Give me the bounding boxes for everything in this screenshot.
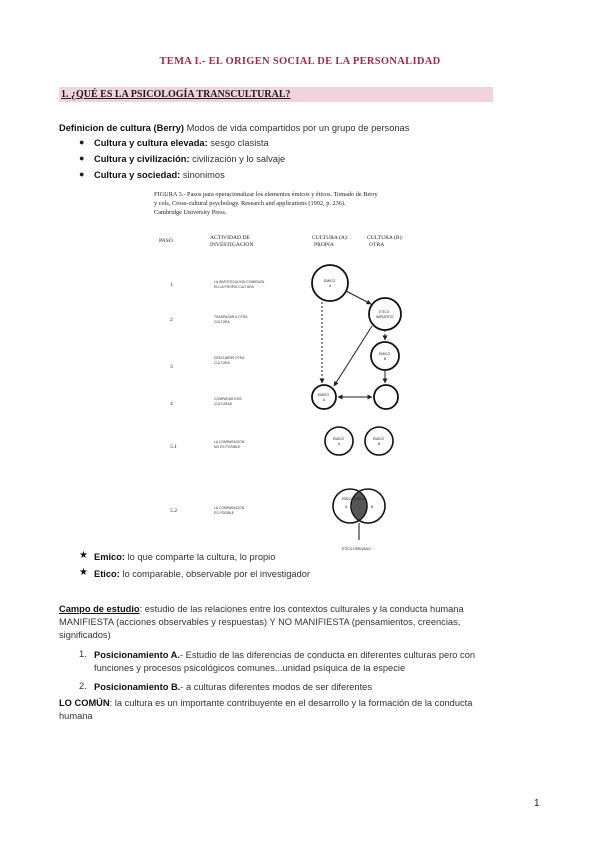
node-label: A — [329, 284, 332, 288]
numbered-term: Posicionamiento B. — [94, 682, 181, 692]
bullet-icon: ● — [79, 169, 85, 179]
emico-a-node — [312, 265, 348, 301]
arrow — [334, 326, 372, 386]
campo-line: : estudio de las relaciones entre los contextos culturales y la conducta humana — [139, 604, 464, 614]
page-title: TEMA I.- EL ORIGEN SOCIAL DE LA PERSONALIDAD — [159, 56, 441, 67]
page-number: 1 — [534, 798, 540, 809]
campo-line: MANIFIESTA (acciones observables y respuestas) Y NO MANIFIESTA (pensamientos, creencias, — [59, 617, 461, 627]
figure-column-actividad: ACTIVIDAD DE — [210, 235, 250, 241]
node-label: EMICO — [333, 437, 345, 441]
figure-step-activity: CULTURA — [214, 361, 230, 365]
step51-emico-b-node — [365, 427, 393, 455]
figure-caption: y cols, Cross-cultural psychology. Research and applications (1992, p. 236). — [154, 200, 346, 207]
bullet-term: Cultura y civilización: — [94, 154, 190, 164]
list-number: 1. — [79, 649, 87, 659]
figure-step-activity: DESCUBRIR OTRA — [214, 356, 245, 360]
figure-step-activity: TRASPASAR A OTRA — [214, 315, 248, 319]
figure-step-number: 5.1 — [170, 444, 177, 450]
node-label: EMICO — [373, 437, 385, 441]
star-text: lo que comparte la cultura, lo propio — [127, 552, 276, 562]
emic-etic-figure — [148, 186, 420, 556]
node-label: B — [378, 442, 381, 446]
star-text: lo comparable, observable por el investigador — [122, 569, 311, 579]
bullet-term: Cultura y sociedad: — [94, 170, 181, 180]
node-label: EMICO — [318, 393, 330, 397]
figure-step-number: 3 — [170, 364, 173, 370]
node-label: A — [323, 398, 326, 402]
etico-impuesto-node — [369, 298, 401, 330]
figure-caption: Cambridge University Press. — [154, 209, 227, 216]
list-item — [94, 551, 275, 564]
campo-paragraph — [59, 603, 539, 642]
figure-step-number: 5.2 — [170, 508, 177, 514]
node-label: B — [384, 357, 387, 361]
node-label: EMICO — [324, 279, 336, 283]
list-number: 2. — [79, 681, 87, 691]
node-label: IMPUESTO — [376, 315, 394, 319]
definition-text: Modos de vida compartidos por un grupo de personas — [186, 123, 410, 133]
node-label: B — [371, 505, 374, 509]
figure-step-activity: COMPARAR DOS — [214, 397, 242, 401]
bullet-text: sinonimos — [182, 170, 225, 180]
step51-emico-a-node — [325, 427, 353, 455]
figure-caption: FIGURA 3.- Pasos para operacionalizar los elementos émicos y éticos. Tomado de Berry — [154, 191, 378, 198]
comun-text: humana — [59, 711, 93, 721]
figure-column-paso: PASO — [159, 238, 173, 244]
list-item — [94, 649, 534, 675]
list-item — [94, 568, 310, 581]
arrow — [346, 291, 371, 304]
list-item — [94, 137, 269, 150]
list-item — [94, 153, 285, 166]
definition-term: Definicion de cultura (Berry) — [59, 123, 185, 133]
bullet-text: civilización y lo salvaje — [192, 154, 286, 164]
comun-paragraph — [59, 697, 539, 723]
figure-step-activity: EN LA PROPIA CULTURA — [214, 285, 254, 289]
figure-column-actividad: INVESTIGACION — [210, 242, 254, 248]
figure-step-activity: LA COMPARACION — [214, 440, 245, 444]
bullet-icon: ● — [79, 153, 85, 163]
figure-step-activity: CULTURAS — [214, 402, 233, 406]
star-term: Emico: — [94, 552, 125, 562]
numbered-term: Posicionamiento A. — [94, 650, 180, 660]
list-item — [94, 169, 225, 182]
numbered-text: funciones y procesos psicológicos comunes...unidad psíquica de la especie — [94, 663, 406, 673]
step4-emico-a-node — [312, 385, 336, 409]
node-label: EMICO — [379, 352, 391, 356]
node-label: EMICO EMICO — [342, 497, 366, 501]
comun-term: LO COMÚN — [59, 698, 110, 708]
numbered-text: - Estudio de las diferencias de conducta en diferentes culturas pero con — [179, 650, 476, 660]
figure-step-activity: NO ES POSIBLE — [214, 445, 241, 449]
figure-step-activity: ES POSIBLE — [214, 511, 234, 515]
figure-step-activity: LA INVESTIGACION COMIENZA — [214, 280, 265, 284]
figure-column-cultura-a: CULTURA (A): — [312, 235, 349, 241]
step4-emico-b-node — [374, 385, 398, 409]
star-icon: ★ — [79, 567, 88, 578]
star-term: Etico: — [94, 569, 120, 579]
node-label: ETICO DERIVADO — [342, 547, 371, 551]
figure-step-number: 4 — [170, 401, 173, 407]
list-item — [94, 681, 534, 694]
figure-step-activity: LA COMPARACION — [214, 506, 245, 510]
node-label: A — [338, 442, 341, 446]
figure-column-cultura-b: OTRA — [369, 242, 385, 248]
definition-paragraph — [59, 122, 409, 135]
figure-column-cultura-a: PROPIA — [314, 242, 334, 248]
section-heading: 1. ¿QUÉ ES LA PSICOLOGÍA TRANSCULTURAL? — [61, 89, 291, 100]
node-label: ETICO — [379, 310, 390, 314]
campo-term: Campo de estudio — [59, 604, 140, 614]
figure-column-cultura-b: CULTURA (B): — [367, 235, 404, 241]
campo-line: significados) — [59, 630, 111, 640]
figure-step-number: 2 — [170, 317, 173, 323]
bullet-text: sesgo clasista — [210, 138, 269, 148]
numbered-text: - a culturas diferentes modos de ser diferentes — [180, 682, 372, 692]
node-label: A — [345, 505, 348, 509]
figure-step-number: 1 — [170, 282, 173, 288]
comun-text: : la cultura es un importante contribuyente en el desarrollo y la formación de la conducta — [109, 698, 473, 708]
bullet-icon: ● — [79, 137, 85, 147]
section-heading-bar — [59, 87, 493, 102]
bullet-term: Cultura y cultura elevada: — [94, 138, 208, 148]
star-icon: ★ — [79, 550, 88, 561]
emico-b-node — [371, 342, 399, 370]
figure-step-activity: CULTURA — [214, 320, 230, 324]
